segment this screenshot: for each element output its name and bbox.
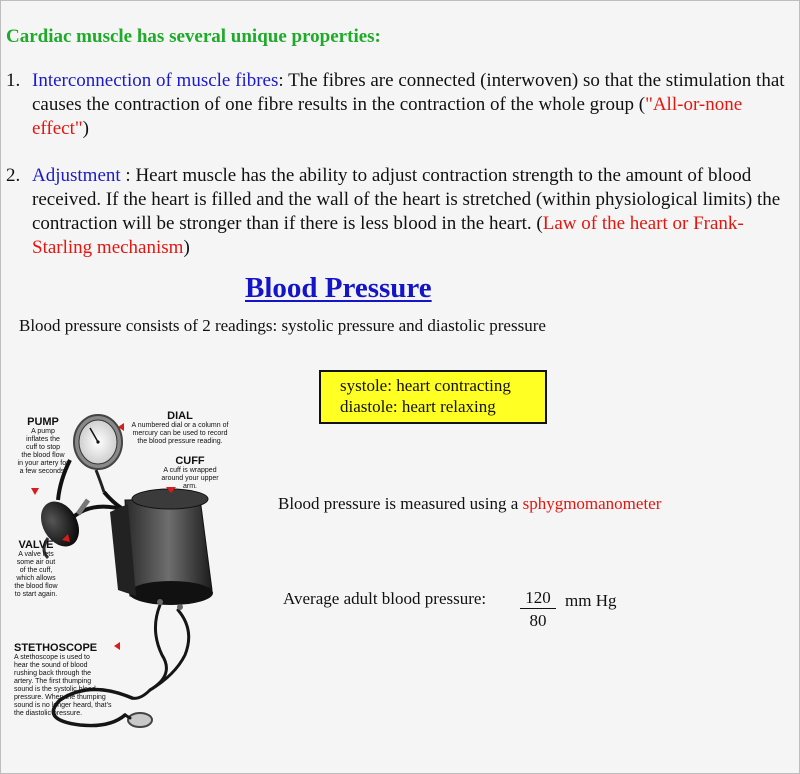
item-number: 1. xyxy=(6,70,21,91)
stethoscope-line: A stethoscope is used to xyxy=(14,654,90,661)
valve-label xyxy=(8,539,64,599)
valve-line: of the cuff, xyxy=(19,567,53,574)
item-end: ) xyxy=(82,118,89,139)
diastolic-value: 80 xyxy=(529,611,547,630)
pump-line: inflates the xyxy=(26,436,60,443)
item-highlight: Law of the heart or Frank-Starling mechanism xyxy=(32,213,744,258)
bp-subtitle: Blood pressure consists of 2 readings: systolic pressure and diastolic pressure xyxy=(19,316,546,335)
property-item-2 xyxy=(6,164,786,260)
cuff-line: arm. xyxy=(183,483,197,490)
item-description: : Heart muscle has the ability to adjust contraction strength to the amount of blood received. If the heart is filled and the wall of the heart is stretched (within physiological limits) the contraction will be stronger than if there is less blood in the heart. ( xyxy=(32,165,781,234)
diastole-line: diastole: heart relaxing xyxy=(340,397,496,416)
item-term: Interconnection of muscle fibres xyxy=(32,70,279,91)
measured-prefix: Blood pressure is measured using a xyxy=(278,494,523,513)
pump-line: in your artery for xyxy=(17,460,69,467)
stethoscope-line: pressure. When the thumping xyxy=(14,694,106,701)
stethoscope-line: sound is no longer heard, that's xyxy=(14,702,112,709)
cuff-icon xyxy=(110,489,213,605)
valve-title: VALVE xyxy=(18,539,54,551)
stethoscope-line: sound is the systolic blood xyxy=(14,686,96,693)
dial-gauge xyxy=(74,415,122,492)
cuff-title: CUFF xyxy=(175,455,205,467)
dial-line: A numbered dial or a column of xyxy=(131,422,229,429)
stethoscope-label xyxy=(14,642,126,718)
pump-label xyxy=(12,416,74,476)
valve-line: A valve lets xyxy=(18,551,54,558)
average-label: Average adult blood pressure: xyxy=(283,589,487,608)
item-text xyxy=(32,69,786,141)
stethoscope-line: artery. The first thumping xyxy=(14,678,92,685)
cuff-line: A cuff is wrapped xyxy=(163,467,217,474)
item-description: : The fibres are connected (interwoven) so that the stimulation that causes the contraction of one fibre results in the contraction of the whole group ( xyxy=(32,70,785,115)
item-highlight: "All-or-none effect" xyxy=(32,94,743,139)
dial-title: DIAL xyxy=(167,410,193,422)
stethoscope-line: the diastolic pressure. xyxy=(14,710,83,717)
page-title: Blood Pressure xyxy=(245,272,432,304)
pump-line: cuff to stop xyxy=(25,444,61,451)
valve-line: which allows xyxy=(16,575,56,582)
bp-fraction xyxy=(520,588,556,633)
dial-label xyxy=(124,410,236,446)
pump-line: a few seconds. xyxy=(19,468,67,475)
pump-line: the blood flow xyxy=(21,452,65,459)
cuff-line: around your upper xyxy=(161,475,219,482)
item-text xyxy=(32,164,786,260)
sphygmomanometer-illustration xyxy=(0,400,270,740)
section-heading: Cardiac muscle has several unique properties: xyxy=(6,26,381,47)
item-term: Adjustment xyxy=(32,165,121,186)
valve-line: some air out xyxy=(16,559,56,566)
bp-unit: mm Hg xyxy=(565,591,617,610)
systolic-value: 120 xyxy=(520,588,556,609)
item-number: 2. xyxy=(6,165,21,186)
pump-line: A pump xyxy=(31,428,55,435)
dial-line: the blood pressure reading. xyxy=(137,438,223,445)
cuff-label xyxy=(154,455,226,491)
dial-line: mercury can be used to record xyxy=(132,430,228,437)
valve-line: to start again. xyxy=(14,591,58,598)
systole-line: systole: heart contracting xyxy=(340,376,511,395)
property-item-1 xyxy=(6,69,786,141)
measured-text xyxy=(278,494,661,514)
stethoscope-title: STETHOSCOPE xyxy=(14,642,98,654)
stethoscope-line: rushing back through the xyxy=(14,670,92,677)
valve-line: the blood flow xyxy=(14,583,58,590)
stethoscope-line: hear the sound of blood xyxy=(14,662,88,669)
pump-title: PUMP xyxy=(27,416,59,428)
systole-diastole-box xyxy=(319,370,547,424)
item-end: ) xyxy=(183,237,190,258)
measured-term: sphygmomanometer xyxy=(522,494,662,513)
